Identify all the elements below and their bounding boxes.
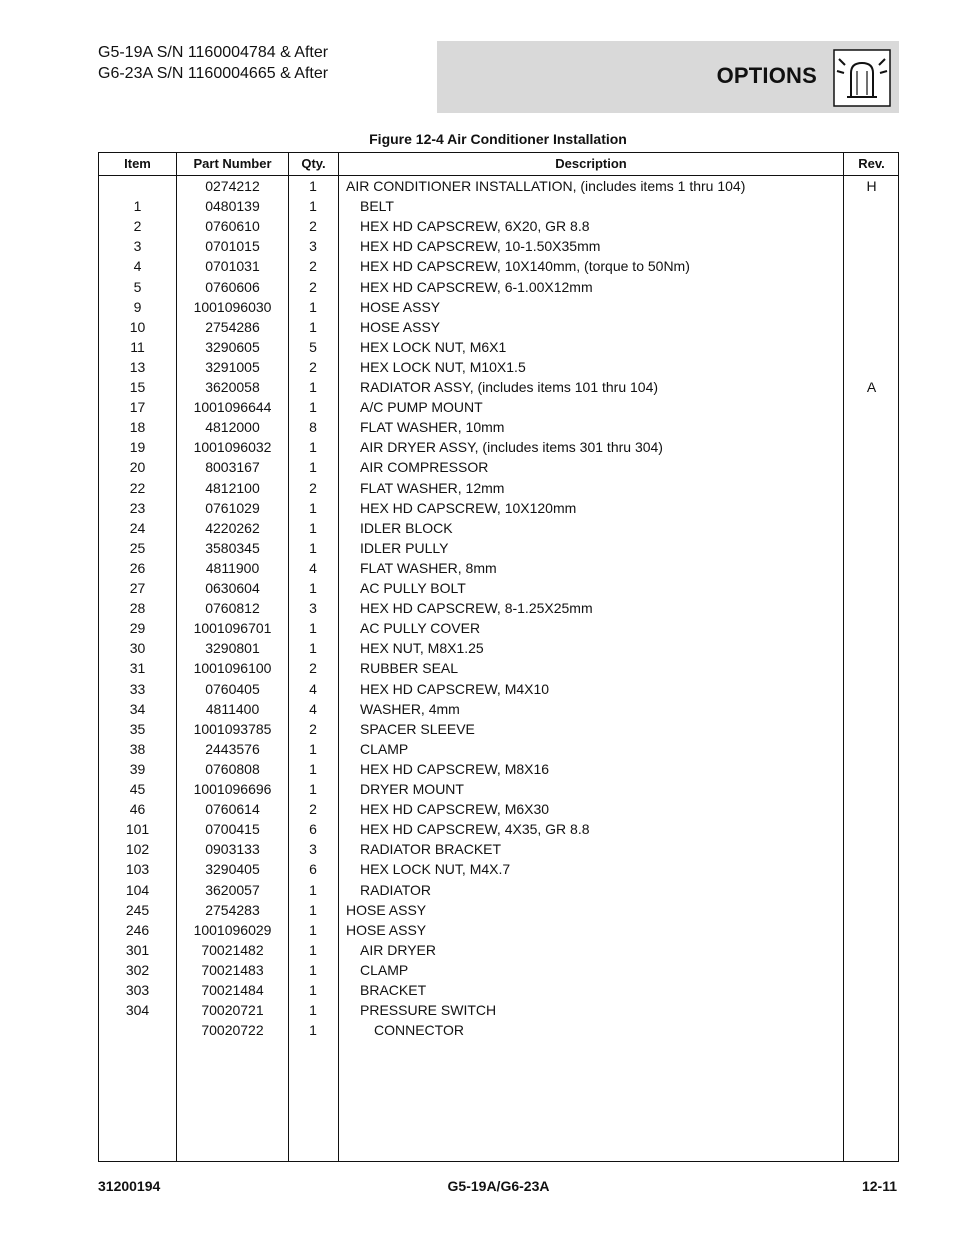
description-cell: AIR CONDITIONER INSTALLATION, (includes items 1 thru 104) (346, 178, 746, 194)
part-number-cell: 0903133 (205, 841, 260, 858)
part-number-cell: 4220262 (205, 519, 260, 536)
table-row (99, 618, 898, 638)
description-cell: RADIATOR (360, 881, 432, 898)
item-number-cell: 302 (125, 961, 150, 978)
part-number-cell: 3290605 (205, 338, 260, 355)
revision-cell: A (866, 379, 877, 395)
table-header-row (99, 153, 898, 176)
item-number-cell: 38 (129, 740, 146, 757)
quantity-cell: 2 (309, 720, 317, 737)
description-cell: AIR DRYER ASSY, (includes items 301 thru 304) (360, 439, 663, 456)
part-number-cell: 0760405 (205, 680, 260, 697)
description-cell: HEX HD CAPSCREW, 8-1.25X25mm (360, 600, 593, 617)
table-row (99, 739, 898, 759)
table-row (99, 1000, 898, 1020)
table-row (99, 839, 898, 859)
part-number-cell: 2754283 (205, 901, 260, 918)
part-number-cell: 4811900 (205, 559, 260, 576)
part-number-cell: 4812100 (205, 479, 260, 496)
description-cell: WASHER, 4mm (360, 700, 460, 717)
part-number-cell: 0701031 (205, 258, 260, 275)
item-number-cell: 304 (125, 1002, 150, 1019)
quantity-cell: 4 (309, 680, 317, 697)
part-number-cell: 70021484 (201, 982, 264, 998)
table-row (99, 176, 898, 196)
quantity-cell: 1 (309, 961, 317, 978)
quantity-cell: 1 (309, 379, 317, 395)
item-number-cell: 25 (129, 539, 146, 556)
column-header-rev: Rev. (858, 156, 885, 171)
description-cell: DRYER MOUNT (360, 781, 464, 797)
part-number-cell: 1001096030 (193, 298, 272, 315)
table-row (99, 960, 898, 980)
quantity-cell: 1 (309, 459, 317, 476)
quantity-cell: 3 (309, 238, 317, 255)
part-number-cell: 2443576 (205, 740, 260, 757)
table-row (99, 196, 898, 216)
description-cell: HEX LOCK NUT, M10X1.5 (360, 358, 526, 375)
table-row (99, 478, 898, 498)
table-row (99, 558, 898, 578)
description-cell: BRACKET (360, 982, 427, 998)
quantity-cell: 1 (309, 982, 317, 998)
quantity-cell: 1 (309, 740, 317, 757)
part-number-cell: 3580345 (205, 539, 260, 556)
table-row (99, 598, 898, 618)
part-number-cell: 1001096100 (193, 660, 272, 677)
part-number-cell: 1001096029 (193, 921, 272, 938)
description-cell: HOSE ASSY (346, 921, 427, 938)
item-number-cell: 46 (129, 801, 146, 818)
part-number-cell: 70021483 (201, 961, 264, 978)
quantity-cell: 2 (309, 218, 317, 235)
quantity-cell: 4 (309, 700, 317, 717)
item-number-cell: 5 (133, 278, 142, 295)
column-header-description: Description (555, 156, 627, 171)
quantity-cell: 2 (309, 479, 317, 496)
part-number-cell: 0760808 (205, 760, 260, 777)
table-row (99, 256, 898, 276)
quantity-cell: 1 (309, 499, 317, 516)
quantity-cell: 8 (309, 419, 317, 436)
item-number-cell: 19 (129, 439, 146, 456)
quantity-cell: 1 (309, 519, 317, 536)
part-number-cell: 4811400 (205, 700, 260, 717)
table-row (99, 377, 898, 397)
description-cell: HEX NUT, M8X1.25 (360, 640, 484, 657)
item-number-cell: 13 (129, 358, 146, 375)
item-number-cell: 26 (129, 559, 146, 576)
quantity-cell: 1 (309, 941, 317, 958)
section-title: OPTIONS (716, 63, 817, 88)
part-number-cell: 70021482 (201, 941, 264, 958)
quantity-cell: 2 (309, 278, 317, 295)
item-number-cell: 29 (129, 620, 146, 637)
quantity-cell: 1 (309, 580, 317, 596)
item-number-cell: 45 (129, 781, 146, 797)
quantity-cell: 6 (309, 861, 317, 878)
table-row (99, 317, 898, 337)
description-cell: RADIATOR ASSY, (includes items 101 thru 104) (360, 379, 659, 395)
quantity-cell: 1 (309, 881, 317, 898)
footer-model: G5-19A/G6-23A (447, 1178, 550, 1194)
table-row (99, 518, 898, 538)
revision-cell: H (866, 178, 877, 194)
part-number-cell: 8003167 (205, 459, 260, 476)
light-beacon-icon (833, 49, 891, 107)
item-number-cell: 31 (129, 660, 146, 677)
part-number-cell: 0760614 (205, 801, 260, 818)
figure-title: Figure 12-4 Air Conditioner Installation (369, 131, 627, 147)
item-number-cell: 301 (125, 941, 150, 958)
table-row (99, 779, 898, 799)
column-header-part-number: Part Number (193, 156, 272, 171)
item-number-cell: 4 (133, 258, 142, 275)
part-number-cell: 0274212 (205, 178, 260, 194)
table-row (99, 337, 898, 357)
description-cell: AC PULLY COVER (360, 620, 481, 637)
part-number-cell: 1001096701 (193, 620, 272, 637)
item-number-cell: 23 (129, 499, 146, 516)
description-cell: FLAT WASHER, 8mm (360, 559, 497, 576)
description-cell: CLAMP (360, 961, 409, 978)
table-row (99, 980, 898, 1000)
quantity-cell: 2 (309, 258, 317, 275)
part-number-cell: 3290405 (205, 861, 260, 878)
quantity-cell: 1 (309, 178, 317, 194)
table-row (99, 417, 898, 437)
item-number-cell: 2 (133, 218, 142, 235)
item-number-cell: 104 (125, 881, 150, 898)
description-cell: HOSE ASSY (360, 298, 441, 315)
quantity-cell: 1 (309, 781, 317, 797)
description-cell: SPACER SLEEVE (360, 720, 475, 737)
table-row (99, 859, 898, 879)
quantity-cell: 1 (309, 921, 317, 938)
quantity-cell: 1 (309, 198, 317, 215)
table-row (99, 900, 898, 920)
item-number-cell: 11 (130, 338, 145, 355)
quantity-cell: 3 (309, 841, 317, 858)
description-cell: HOSE ASSY (346, 901, 427, 918)
table-row (99, 759, 898, 779)
part-number-cell: 0701015 (205, 238, 260, 255)
description-cell: AC PULLY BOLT (360, 580, 466, 596)
column-header-qty: Qty. (301, 156, 326, 171)
item-number-cell: 9 (133, 298, 142, 315)
item-number-cell: 103 (125, 861, 150, 878)
description-cell: RADIATOR BRACKET (360, 841, 502, 858)
item-number-cell: 10 (129, 318, 146, 335)
quantity-cell: 1 (309, 318, 317, 335)
part-number-cell: 1001096032 (193, 439, 272, 456)
item-number-cell: 22 (129, 479, 146, 496)
part-number-cell: 0761029 (205, 499, 260, 516)
description-cell: HEX LOCK NUT, M4X.7 (360, 861, 511, 878)
item-number-cell: 34 (129, 700, 146, 717)
table-row (99, 498, 898, 518)
item-number-cell: 245 (125, 901, 150, 918)
description-cell: CONNECTOR (374, 1022, 464, 1039)
quantity-cell: 1 (309, 439, 317, 456)
part-number-cell: 1001096696 (193, 781, 272, 797)
description-cell: HOSE ASSY (360, 318, 441, 335)
quantity-cell: 1 (309, 298, 317, 315)
item-number-cell: 24 (129, 519, 146, 536)
quantity-cell: 5 (309, 338, 317, 355)
quantity-cell: 4 (309, 559, 317, 576)
table-row (99, 297, 898, 317)
description-cell: FLAT WASHER, 10mm (360, 419, 505, 436)
item-number-cell: 303 (125, 982, 150, 998)
item-number-cell: 15 (129, 379, 146, 395)
quantity-cell: 2 (309, 801, 317, 818)
description-cell: HEX HD CAPSCREW, 4X35, GR 8.8 (360, 821, 590, 838)
quantity-cell: 1 (309, 640, 317, 657)
part-number-cell: 3620058 (205, 379, 260, 395)
item-number-cell: 28 (129, 600, 146, 617)
section-banner (437, 41, 899, 113)
description-cell: HEX HD CAPSCREW, M8X16 (360, 760, 550, 777)
description-cell: PRESSURE SWITCH (360, 1002, 497, 1019)
table-row (99, 538, 898, 558)
item-number-cell: 102 (125, 841, 150, 858)
part-number-cell: 0630604 (205, 580, 260, 596)
table-row (99, 679, 898, 699)
part-number-cell: 0760610 (205, 218, 260, 235)
quantity-cell: 1 (309, 901, 317, 918)
item-number-cell: 30 (129, 640, 146, 657)
description-cell: HEX HD CAPSCREW, M4X10 (360, 680, 550, 697)
item-number-cell: 35 (129, 720, 146, 737)
description-cell: HEX HD CAPSCREW, 10-1.50X35mm (360, 238, 601, 255)
quantity-cell: 2 (309, 660, 317, 677)
table-row (99, 880, 898, 900)
part-number-cell: 1001093785 (193, 720, 272, 737)
description-cell: IDLER PULLY (360, 539, 449, 556)
table-row (99, 719, 898, 739)
part-number-cell: 70020721 (201, 1002, 264, 1019)
description-cell: HEX HD CAPSCREW, 10X120mm (360, 499, 577, 516)
table-row (99, 578, 898, 598)
table-row (99, 236, 898, 256)
table-row (99, 658, 898, 678)
table-row (99, 397, 898, 417)
part-number-cell: 0760812 (205, 600, 260, 617)
item-number-cell: 17 (129, 399, 146, 416)
part-number-cell: 4812000 (205, 419, 260, 436)
description-cell: HEX HD CAPSCREW, M6X30 (360, 801, 550, 818)
description-cell: HEX LOCK NUT, M6X1 (360, 338, 507, 355)
description-cell: HEX HD CAPSCREW, 6X20, GR 8.8 (360, 218, 590, 235)
item-number-cell: 246 (125, 921, 150, 938)
description-cell: IDLER BLOCK (360, 519, 453, 536)
table-row (99, 920, 898, 940)
part-number-cell: 0480139 (205, 198, 260, 215)
table-row (99, 799, 898, 819)
table-row (99, 216, 898, 236)
item-number-cell: 18 (129, 419, 146, 436)
item-number-cell: 101 (125, 821, 150, 838)
description-cell: CLAMP (360, 740, 409, 757)
item-number-cell: 39 (129, 760, 146, 777)
table-row (99, 819, 898, 839)
table-row (99, 1020, 898, 1040)
table-row (99, 277, 898, 297)
item-number-cell: 33 (129, 680, 146, 697)
table-row (99, 699, 898, 719)
table-row (99, 457, 898, 477)
description-cell: A/C PUMP MOUNT (360, 399, 483, 416)
quantity-cell: 1 (309, 399, 317, 416)
item-number-cell: 20 (129, 459, 146, 476)
model-line-2: G6-23A S/N 1160004665 & After (98, 65, 329, 82)
table-row (99, 940, 898, 960)
table-row (99, 357, 898, 377)
part-number-cell: 3290801 (205, 640, 260, 657)
description-cell: HEX HD CAPSCREW, 10X140mm, (torque to 50Nm) (360, 258, 690, 275)
quantity-cell: 1 (309, 539, 317, 556)
part-number-cell: 3620057 (205, 881, 260, 898)
table-row (99, 638, 898, 658)
quantity-cell: 1 (309, 1002, 317, 1019)
part-number-cell: 0700415 (205, 821, 260, 838)
footer-doc-number: 31200194 (98, 1178, 161, 1194)
model-serial-header (98, 42, 328, 84)
quantity-cell: 1 (309, 1022, 317, 1039)
item-number-cell: 3 (133, 238, 142, 255)
description-cell: AIR DRYER (360, 941, 436, 958)
parts-table (98, 152, 899, 1162)
page-footer (98, 1178, 899, 1198)
part-number-cell: 0760606 (205, 278, 260, 295)
part-number-cell: 70020722 (201, 1022, 264, 1039)
model-line-1: G5-19A S/N 1160004784 & After (98, 44, 329, 61)
quantity-cell: 1 (309, 760, 317, 777)
footer-page-number: 12-11 (861, 1178, 897, 1194)
quantity-cell: 3 (309, 600, 317, 617)
quantity-cell: 6 (309, 821, 317, 838)
part-number-cell: 3291005 (205, 358, 260, 375)
part-number-cell: 2754286 (205, 318, 260, 335)
table-row (99, 437, 898, 457)
description-cell: BELT (360, 198, 394, 215)
quantity-cell: 1 (309, 620, 317, 637)
item-number-cell: 27 (129, 580, 146, 596)
column-header-item: Item (124, 156, 151, 171)
description-cell: AIR COMPRESSOR (360, 459, 489, 476)
description-cell: RUBBER SEAL (360, 660, 459, 677)
quantity-cell: 2 (309, 358, 317, 375)
description-cell: HEX HD CAPSCREW, 6-1.00X12mm (360, 278, 593, 295)
description-cell: FLAT WASHER, 12mm (360, 479, 505, 496)
item-number-cell: 1 (133, 198, 142, 215)
part-number-cell: 1001096644 (193, 399, 272, 416)
